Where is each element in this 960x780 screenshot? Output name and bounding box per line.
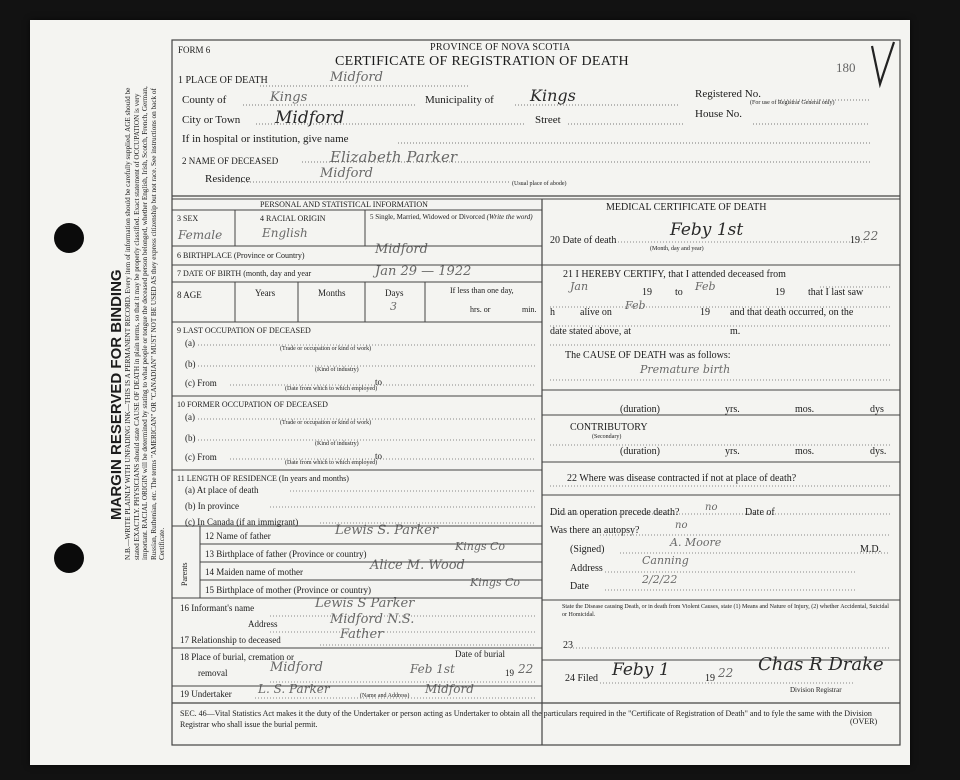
signed-value: A. Moore (670, 536, 722, 549)
informant-address-value: Midford N.S. (330, 612, 415, 627)
secondary-label: (Secondary) (592, 434, 622, 440)
duration-label-2: (duration) (620, 446, 660, 457)
former-occ-b-note: (Kind of industry) (315, 441, 359, 447)
former-occ-c-note: (Date from which to which employed) (285, 460, 378, 466)
over-label: (OVER) (850, 717, 878, 726)
footer-sec46-text: SEC. 46—Vital Statistics Act makes it the duty of the Undertaker or person acting as Undertaker to obtain all the particulars required in the "Certificate of Registration of Death" and to fyle the same with the Division Registrar who shall issue the burial permit. (180, 709, 872, 729)
city-value: Midford (275, 108, 345, 128)
burial-removal-label: removal (198, 668, 228, 678)
personal-info-heading: PERSONAL AND STATISTICAL INFORMATION (260, 200, 428, 209)
certify-text: 21 I HEREBY CERTIFY, that I attended deceased from (563, 269, 786, 280)
duration-label-1: (duration) (620, 404, 660, 415)
sex-label: 3 SEX (177, 214, 199, 223)
burial-date-label: Date of burial (455, 649, 505, 659)
mos-label-1: mos. (795, 404, 815, 415)
former-occ-to: to (375, 451, 383, 461)
date-of-birth-value: Jan 29 — 1922 (375, 264, 472, 279)
attended-to-label: to (675, 287, 683, 298)
margin-instructions: N.B.—WRITE PLAINLY WITH UNFADING INK—THIS IS A PERMANENT RECORD. Every item of information should be carefully supplied. AGE should be stated EXACTLY. PHYSICIANS should state CAUSE OF DEATH in plain terms, so that it may be properly classified. Exact statement of OCCUPATION is very important. RACIAL ORIGIN will be determined by stating to what people or tongue the deceased person belonged, whether English, Irish, Scotch, French, German, Russian, Ruthenian, etc. The terms "AMERICAN" OR "CANADIAN" MUST NOT BE USED AS they express citizenship but not race. See instructions on back of Certificate. (124, 86, 167, 560)
months-label: Months (318, 288, 346, 298)
residence-note: (Usual place of abode) (512, 181, 567, 187)
last-occ-b-note: (Kind of industry) (315, 367, 359, 373)
less-than-day-label: If less than one day, (450, 286, 514, 295)
former-occ-c: (c) From (185, 452, 217, 462)
autopsy-label: Was there an autopsy? (550, 525, 640, 536)
filed-label: 24 Filed (565, 673, 599, 684)
date-of-death-year-value: 22 (863, 229, 879, 243)
last-occ-b: (b) (185, 359, 196, 369)
signed-label: (Signed) (570, 544, 605, 555)
signed-date-value: 2/2/22 (642, 573, 678, 586)
binding-hole-top (54, 223, 84, 253)
municipality-label: Municipality of (425, 94, 494, 106)
mother-name-value: Alice M. Wood (370, 558, 465, 573)
filed-year-value: 22 (718, 666, 734, 680)
burial-place-value: Midford (270, 660, 323, 675)
min-label: min. (522, 305, 537, 314)
signer-address-label: Address (570, 563, 603, 574)
operation-date-label: Date of (745, 507, 775, 518)
last-occ-to: to (375, 377, 383, 387)
yrs-label-1: yrs. (725, 404, 740, 415)
date-stated-label: date stated above, at (550, 326, 632, 337)
father-birthplace-value: Kings Co (455, 540, 506, 553)
days-value: 3 (390, 300, 397, 313)
house-no-label: House No. (695, 108, 743, 120)
last-occupation-heading: 9 LAST OCCUPATION OF DECEASED (177, 326, 311, 335)
check-mark-icon (868, 40, 898, 90)
attended-to-value: Feb (695, 280, 716, 293)
m-label: m. (730, 326, 741, 337)
dys-label-1: dys (870, 404, 884, 415)
residence-length-heading: 11 LENGTH OF RESIDENCE (In years and months) (177, 474, 349, 483)
birthplace-value: Midford (375, 242, 428, 257)
former-occ-a: (a) (185, 412, 195, 422)
street-label: Street (535, 114, 561, 126)
dys-label-2: dys. (870, 446, 887, 457)
burial-year-printed: 19 (505, 668, 514, 678)
father-name-label: 12 Name of father (205, 531, 271, 541)
date-of-birth-label: 7 DATE OF BIRTH (month, day and year (177, 269, 312, 278)
parents-side-label: Parents (180, 562, 189, 586)
informant-address-label: Address (248, 619, 278, 629)
informant-label: 16 Informant's name (180, 603, 255, 613)
division-registrar-label: Division Registrar (790, 686, 842, 694)
marital-label: 5 Single, Married, Widowed or Divorced (Write the word) (370, 213, 533, 221)
to-year-printed: 19 (775, 287, 785, 298)
racial-origin-value: English (262, 226, 308, 240)
disease-contracted-question: 22 Where was disease contracted if not at place of death? (567, 473, 797, 484)
residence-label: Residence (205, 173, 251, 185)
date-of-death-value: Feby 1st (670, 220, 744, 240)
cause-label: The CAUSE OF DEATH was as follows: (565, 350, 731, 361)
father-birthplace-label: 13 Birthplace of father (Province or country) (205, 549, 367, 559)
last-occ-c: (c) From (185, 378, 217, 388)
date-of-death-note: (Month, day and year) (650, 246, 704, 252)
mother-name-label: 14 Maiden name of mother (205, 567, 303, 577)
relationship-value: Father (340, 627, 384, 642)
medical-heading: MEDICAL CERTIFICATE OF DEATH (606, 202, 767, 213)
signed-date-label: Date (570, 581, 589, 592)
item-23-label: 23 (563, 640, 573, 651)
birthplace-label: 6 BIRTHPLACE (Province or Country) (177, 251, 305, 260)
years-label: Years (255, 288, 276, 298)
certificate-paper (30, 20, 910, 765)
former-occ-a-note: (Trade or occupation or kind of work) (280, 420, 372, 426)
city-label: City or Town (182, 114, 241, 126)
burial-date-value: Feb 1st (410, 662, 455, 676)
form-number: FORM 6 (178, 45, 211, 55)
undertaker-address-value: Midford (425, 682, 474, 696)
name-of-deceased-label: 2 NAME OF DECEASED (182, 156, 279, 166)
date-of-death-label: 20 Date of death (550, 235, 617, 246)
undertaker-note: (Name and Address) (360, 693, 410, 699)
province-title: PROVINCE OF NOVA SCOTIA (430, 42, 571, 53)
racial-origin-label: 4 RACIAL ORIGIN (260, 214, 326, 223)
margin-binding-label: MARGIN RESERVED FOR BINDING (108, 269, 125, 520)
operation-label: Did an operation precede death? (550, 507, 680, 518)
contributory-label: CONTRIBUTORY (570, 422, 648, 433)
alive-on-label: alive on (580, 307, 612, 318)
md-label: M.D. (860, 544, 882, 555)
last-saw-label: that I last saw (808, 287, 864, 298)
last-occ-a-note: (Trade or occupation or kind of work) (280, 346, 372, 352)
death-occurred-label: and that death occurred, on the (730, 307, 854, 318)
county-label: County of (182, 94, 227, 106)
alive-on-value: Feb (625, 299, 646, 312)
undertaker-label: 19 Undertaker (180, 689, 232, 699)
autopsy-value: no (675, 520, 688, 531)
operation-value: no (705, 502, 718, 513)
last-occ-a: (a) (185, 338, 195, 348)
relationship-label: 17 Relationship to deceased (180, 635, 281, 645)
place-of-death-value: Midford (330, 70, 383, 85)
filed-value: Feby 1 (612, 660, 670, 680)
hospital-label: If in hospital or institution, give name (182, 133, 349, 145)
age-label: 8 AGE (177, 290, 202, 300)
registrar-signature: Chas R Drake (758, 654, 884, 675)
residence-value: Midford (320, 166, 373, 181)
cause-value: Premature birth (640, 363, 731, 376)
hrs-label: hrs. or (470, 305, 491, 314)
municipality-value: Kings (530, 86, 576, 105)
father-name-value: Lewis S. Parker (335, 523, 439, 538)
signer-address-value: Canning (642, 554, 689, 567)
former-occ-b: (b) (185, 433, 196, 443)
filed-year-printed: 19 (705, 673, 715, 684)
residence-in-province: (b) In province (185, 501, 239, 511)
sex-value: Female (178, 228, 223, 242)
residence-in-canada: (c) In Canada (if an immigrant) (185, 517, 299, 527)
informant-value: Lewis S Parker (315, 596, 415, 611)
county-value: Kings (270, 90, 308, 105)
state-disease-note: State the Disease causing Death, or in death from Violent Causes, state (1) Means and Nature of Injury, (2) whether Accidental, Suicidal or Homicidal. (562, 604, 889, 618)
from-year-printed: 19 (642, 287, 652, 298)
registration-stamp-number: 180 (836, 60, 856, 75)
former-occupation-heading: 10 FORMER OCCUPATION OF DECEASED (177, 400, 328, 409)
registered-no-label: Registered No. (695, 88, 761, 100)
h-label: h (550, 307, 555, 318)
certificate-title: CERTIFICATE OF REGISTRATION OF DEATH (335, 54, 629, 69)
undertaker-value: L. S. Parker (258, 682, 330, 696)
alive-year-printed: 19 (700, 307, 710, 318)
mos-label-2: mos. (795, 446, 815, 457)
days-label: Days (385, 288, 404, 298)
mother-birthplace-label: 15 Birthplace of mother (Province or country) (205, 585, 371, 595)
residence-at-place: (a) At place of death (185, 485, 259, 495)
place-of-death-heading: 1 PLACE OF DEATH (178, 75, 268, 86)
yrs-label-2: yrs. (725, 446, 740, 457)
registered-no-note: (For use of Registrar General only) (750, 100, 835, 106)
mother-birthplace-value: Kings Co (470, 576, 521, 589)
name-of-deceased-value: Elizabeth Parker (330, 148, 457, 166)
last-occ-c-note: (Date from which to which employed) (285, 386, 378, 392)
burial-year-value: 22 (518, 662, 534, 676)
attended-from-value: Jan (570, 280, 589, 293)
date-of-death-year-printed: 19 (850, 235, 860, 246)
burial-place-label: 18 Place of burial, cremation or (180, 652, 294, 662)
binding-hole-bottom (54, 543, 84, 573)
